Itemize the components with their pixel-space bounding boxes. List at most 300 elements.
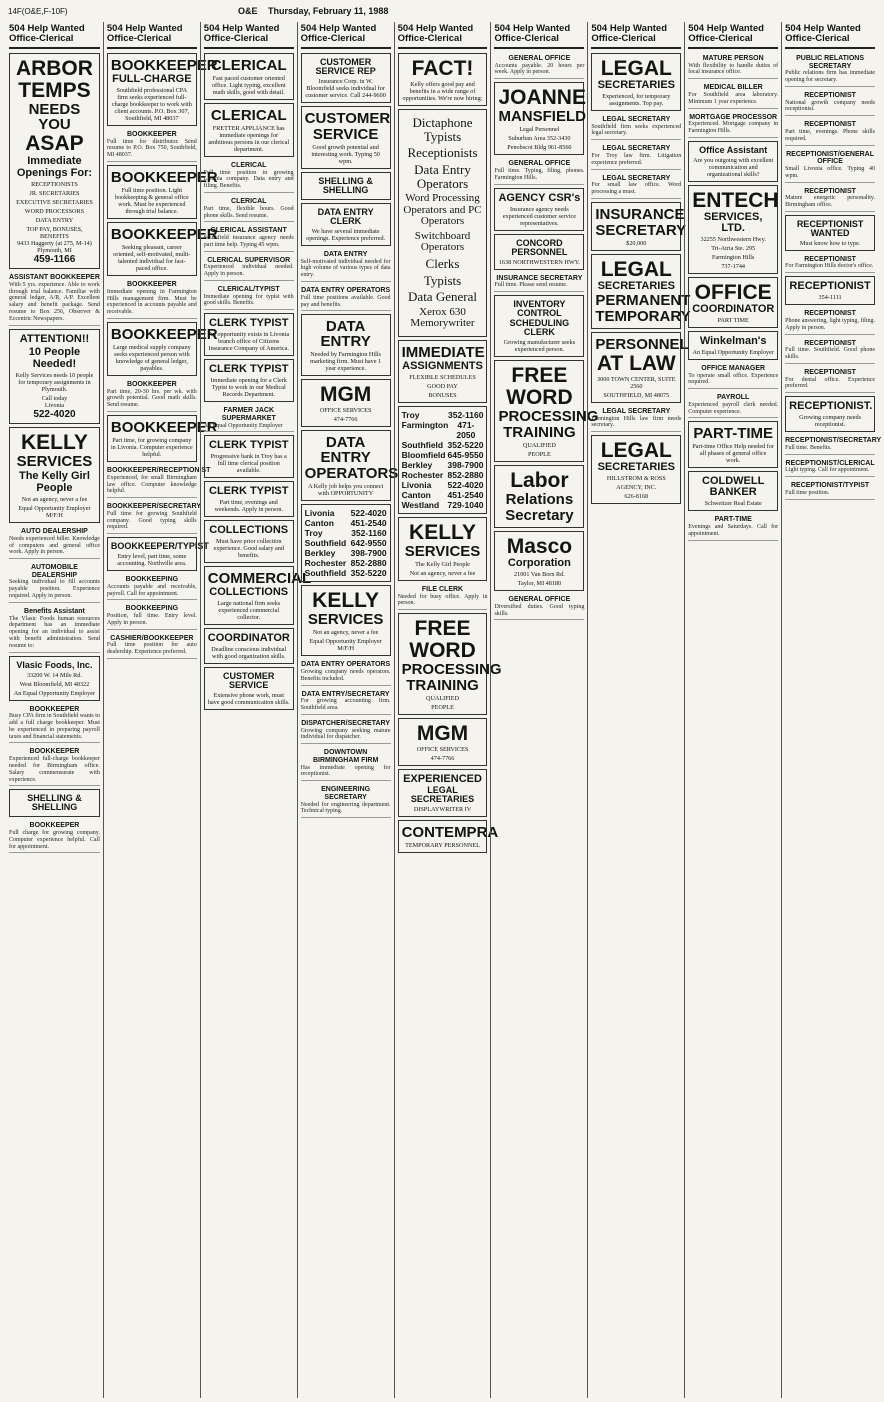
section-name: Office-Clerical — [591, 33, 656, 44]
ad-title: BOOKKEEPER — [126, 380, 177, 388]
ad-headline: BOOKKEEPER — [110, 325, 218, 343]
ad-headline: SECRETARIES — [597, 461, 675, 474]
display-ad — [688, 421, 778, 468]
ad-body: Immediate opening in Farmington Hills management firm. Must be experienced in accounts payable and receivable. — [106, 288, 197, 316]
ad-line: Insurance agency needs experienced customer service representatives. — [502, 205, 576, 227]
text-ad — [494, 158, 584, 184]
section-name: Office-Clerical — [397, 33, 462, 44]
text-ad — [204, 255, 294, 281]
ad-body: For small law office. Word processing a must. — [591, 182, 682, 196]
ad-body: Mature energetic personality. Birmingham office. — [785, 195, 876, 208]
ad-line: OFFICE SERVICES — [319, 407, 372, 415]
ad-line: Large medical supply company seeks experienced person with knowledge of general ledger, payables. — [112, 343, 191, 372]
ad-line: HILLSTROM & ROSS — [606, 475, 666, 483]
ad-title: OFFICE MANAGER — [701, 364, 766, 372]
office-city: Southfield — [401, 439, 444, 450]
classified-column — [781, 22, 882, 1398]
ad-line: QUALIFIED — [522, 442, 556, 450]
ad-title: CLERICAL ASSISTANT — [210, 227, 287, 235]
ad-address: Livonia — [44, 401, 65, 409]
ad-body: Full time position for auto dealership. Experience preferred. — [106, 642, 197, 656]
job-type: Data General — [408, 289, 477, 305]
ad-headline: DATA ENTRY — [320, 318, 371, 351]
text-ad — [688, 82, 778, 108]
ad-line: TOP PAY, BONUSES, BENEFITS — [26, 226, 83, 241]
ad-line: 474-7766 — [430, 755, 455, 763]
office-phone: 352-1160 — [351, 528, 387, 539]
ad-headline: SHELLING & SHELLING — [27, 793, 82, 813]
ad-line: QUALIFIED — [426, 695, 459, 703]
office-row — [305, 508, 387, 518]
classified-column — [587, 22, 691, 1398]
ad-body: Full charge for growing company. Computer experience helpful. Call for appointment. — [9, 829, 100, 850]
ad-headline: MANSFIELD — [498, 108, 586, 126]
ad-headline: PART-TIME — [693, 425, 774, 443]
office-phone: 522-4020 — [350, 508, 387, 519]
text-ad — [204, 405, 294, 432]
display-ad — [204, 566, 312, 625]
display-ad — [301, 314, 391, 376]
ad-body: Immediate opening for typist with good skills. Benefits. — [203, 293, 294, 307]
display-ad — [398, 53, 488, 106]
office-row — [305, 548, 387, 558]
ad-headline: SERVICES — [307, 611, 384, 629]
ad-headline: KELLY — [409, 520, 476, 544]
text-ad — [204, 196, 294, 222]
display-ad — [204, 628, 294, 664]
office-row — [402, 420, 484, 440]
ad-body: Small Livonia office. Typing 40 wpm. — [785, 165, 876, 179]
office-city: Farmington — [401, 419, 449, 430]
office-phone: 398-7900 — [447, 459, 484, 470]
ad-line: Call today — [41, 394, 68, 402]
text-ad — [785, 338, 875, 364]
ad-headline: AT LAW — [596, 351, 676, 375]
section-name: Office-Clerical — [106, 33, 172, 44]
ad-line: We have several immediate openings. Experience preferred. — [306, 228, 386, 242]
ad-body: For dental office. Experience preferred. — [785, 376, 876, 390]
ad-body: Needed for engineering department. Technical typing. — [300, 801, 391, 815]
ad-line: Entry level, part time, some accounting. Northville area. — [117, 553, 187, 568]
office-city: Rochester — [304, 558, 347, 569]
display-ad — [398, 820, 499, 853]
office-row — [402, 470, 484, 480]
display-ad — [494, 82, 584, 155]
display-ad — [301, 379, 391, 427]
section-number: 504 Help Wanted — [397, 23, 474, 34]
text-ad — [785, 90, 875, 116]
ad-title: BOOKKEEPER — [29, 705, 80, 713]
text-ad — [107, 379, 197, 412]
ad-headline: AGENCY CSR's — [498, 191, 581, 204]
ad-title: BOOKKEEPING — [125, 576, 179, 584]
office-city: Livonia — [401, 479, 432, 490]
text-ad — [688, 392, 778, 418]
ad-title: GENERAL OFFICE — [508, 55, 571, 62]
ad-headline: FULL-CHARGE — [112, 73, 192, 85]
ad-title: GENERAL OFFICE — [508, 160, 571, 168]
display-ad — [301, 430, 399, 501]
text-ad — [785, 458, 875, 477]
ad-headline: ASSIGNMENTS — [402, 359, 483, 372]
job-type: Dictaphone Typists — [412, 115, 473, 144]
office-city: Southfield — [304, 568, 347, 579]
ad-body: Growing company needs operators. Benefits included. — [300, 669, 391, 682]
ad-line: JR. SECRETARIES — [29, 190, 80, 198]
ad-title: BOOKKEEPING — [125, 605, 179, 613]
display-ad — [688, 471, 778, 511]
ad-headline: JOANNE — [498, 86, 586, 110]
ad-line: Not an agency, never a fee — [21, 496, 88, 504]
ad-subhead: The Kelly Girl People — [18, 469, 90, 494]
ad-title: RECEPTIONIST/SECRETARY — [785, 437, 882, 445]
ad-line: Experienced, for temporary assignments. Top pay. — [602, 93, 671, 107]
ad-line: FRETTER APPLIANCE has immediate openings for ambitious persons in our clerical department. — [208, 125, 290, 153]
classified-column — [490, 22, 599, 1398]
ad-headline: SHELLING & SHELLING — [318, 176, 373, 195]
ad-headline: KELLY — [312, 589, 380, 613]
ad-title: FARMER JACK SUPERMARKET — [221, 407, 276, 422]
ad-headline: PERSONNEL — [595, 335, 689, 353]
ad-body: Busy CPA firm in Southfield wants to add a full charge bookkeeper. Must be experienced in preparing payroll taxes and financial statements. — [9, 713, 100, 740]
ad-body: Full time position. — [785, 489, 830, 496]
display-ad — [107, 322, 218, 376]
display-ad — [301, 585, 391, 656]
ad-headline: COMMERCIAL — [207, 570, 312, 588]
ad-body: For Troy law firm. Litigation experience preferred. — [591, 152, 682, 166]
text-ad — [785, 119, 875, 145]
text-ad — [301, 659, 391, 685]
ad-headline: COORDINATOR — [207, 632, 290, 645]
office-phone: 522-4020 — [447, 479, 484, 490]
ad-line: Suburban Area 352-3430 — [508, 135, 571, 143]
text-ad — [688, 514, 778, 540]
ad-headline: MGM — [319, 383, 372, 407]
column-heading — [107, 22, 197, 49]
ad-body: Has immediate opening for receptionist. — [300, 764, 391, 778]
ad-line: Not an agency, never a fee — [312, 629, 379, 637]
ad-headline: CONTEMPRA — [401, 824, 499, 842]
ad-line: Seeking pleasant, career oriented, self-motivated, multi-talented individual for fast-paced office. — [113, 244, 191, 273]
ad-title: BOOKKEEPER/RECEPTIONIST — [106, 467, 211, 475]
ad-headline: CLERK TYPIST — [209, 439, 289, 452]
ad-body: Position, full time. Entry level. Apply in person. — [106, 613, 197, 626]
text-ad — [107, 279, 197, 319]
ad-body: Full time position in growing Livonia company. Data entry and filing. Benefits. — [203, 169, 294, 190]
ad-headline: LEGAL — [600, 257, 672, 281]
office-phone: 642-9550 — [350, 538, 387, 549]
text-ad — [785, 149, 875, 183]
classified-columns — [6, 22, 882, 1398]
ad-headline: CUSTOMER — [304, 110, 391, 127]
ad-body: Part time, 20-30 hrs. per wk. with growth potential. Good math skills. Send resume. — [106, 388, 197, 409]
office-phone: 852-2880 — [447, 469, 484, 480]
text-ad — [785, 480, 875, 499]
ad-line: 21001 Van Born Rd. — [514, 571, 565, 579]
ad-line: Tri-Atria Ste. 295 — [711, 244, 756, 252]
text-ad — [9, 562, 100, 603]
office-city: Troy — [401, 409, 420, 420]
ad-headline: COORDINATOR — [692, 302, 775, 315]
ad-phone: 459-1166 — [33, 254, 76, 266]
display-ad — [107, 165, 218, 219]
ad-headline: FACT! — [411, 57, 474, 80]
display-ad — [204, 667, 294, 710]
ad-title: DISPATCHER/SECRETARY — [301, 719, 391, 727]
ad-headline: NEEDS YOU — [28, 101, 81, 133]
ad-headline: CLERICAL — [210, 107, 287, 124]
text-ad — [107, 603, 197, 629]
text-ad — [106, 501, 202, 534]
ad-line: RECEPTIONISTS — [31, 181, 78, 189]
ad-line: Kelly offers good pay and benefits in a wide range of opportunities. We're now hiring: — [402, 81, 483, 102]
display-ad — [204, 481, 294, 517]
ad-body: Full time. Benefits. — [785, 444, 832, 451]
ad-line: Are you outgoing with excellent communication and organizational skills? — [693, 156, 774, 178]
column-heading — [494, 22, 584, 49]
ad-headline: KELLY — [20, 430, 88, 454]
column-heading — [688, 22, 778, 49]
ad-headline: SECRETARIES — [597, 79, 675, 91]
office-city: Troy — [304, 528, 323, 539]
ad-line: Must know how to type. — [799, 239, 861, 247]
text-ad — [688, 53, 778, 79]
ad-address: 9433 Haggerty (at 275, M-14) Plymouth, MI — [17, 240, 92, 255]
ad-headline: ASAP — [25, 132, 84, 155]
ad-title: MEDICAL BILLER — [703, 84, 763, 92]
ad-title: CLERICAL SUPERVISOR — [207, 256, 291, 264]
office-phone: 352-5220 — [350, 568, 387, 579]
text-ad — [494, 594, 584, 620]
display-ad — [107, 53, 218, 126]
ad-body: Evenings and Saturdays. Call for appointment. — [688, 524, 779, 537]
ad-line: WORD PROCESSORS — [24, 208, 85, 216]
display-ad — [301, 53, 391, 103]
text-ad — [591, 143, 681, 169]
ad-title: CASHIER/BOOKKEEPER — [110, 634, 194, 642]
ad-body: An Equal Opportunity Employer — [203, 422, 283, 429]
display-ad — [107, 537, 209, 571]
display-ad — [591, 435, 681, 504]
office-row — [305, 528, 387, 538]
office-row — [402, 500, 484, 510]
ad-subhead: Immediate Openings For: — [16, 155, 93, 180]
ad-title: MORTGAGE PROCESSOR — [689, 113, 778, 121]
ad-line: An Equal Opportunity Employer — [692, 348, 774, 356]
section-number: 504 Help Wanted — [785, 23, 861, 34]
text-ad — [785, 254, 875, 273]
ad-body: National growth company needs receptionist. — [785, 99, 876, 113]
ad-body: With 5 yrs. experience. Able to work through trial balance. Familiar with general ledger, A/R, A/P. Excellent salary and benefit package. Send resume to Box 256, Observer & Eccentric Newspapers. — [9, 281, 100, 322]
office-phone: 451-2540 — [447, 489, 484, 500]
ad-headline: CLERK TYPIST — [209, 317, 289, 330]
ad-title: DATA ENTRY OPERATORS — [301, 287, 391, 295]
ad-title: INSURANCE SECRETARY — [496, 274, 583, 282]
ad-headline: COLLECTIONS — [209, 586, 289, 599]
ad-headline: Relations — [505, 491, 574, 509]
office-phone: 729-1040 — [447, 499, 484, 510]
office-phone: 451-2540 — [350, 518, 387, 529]
ad-line: Penobscot Bldg 961-8560 — [507, 144, 572, 152]
ad-headline: COLLECTIONS — [209, 524, 289, 537]
column-heading — [398, 22, 488, 49]
ad-title: AUTO DEALERSHIP — [21, 528, 88, 536]
column-heading — [9, 22, 100, 49]
section-name: Office-Clerical — [203, 33, 269, 44]
office-row — [305, 538, 387, 548]
ad-line: Farmington Hills — [711, 253, 755, 261]
ad-line: Progressive bank in Troy has a full time clerical position available. — [210, 453, 287, 475]
section-name: Office-Clerical — [688, 33, 753, 44]
ad-body: Southfield insurance agency needs part time help. Typing 45 wpm. — [203, 235, 294, 248]
ad-title: LEGAL SECRETARY — [602, 174, 671, 182]
display-ad — [494, 531, 584, 591]
ad-line: Southfield professional CPA firm seeks experienced full-charge bookkeeper to work with client accounts. P.O. Box 307, Southfield, MI 48037 — [111, 87, 192, 122]
ad-body: With flexibility to handle duties of local insurance office. — [688, 62, 779, 76]
section-number: 504 Help Wanted — [494, 23, 571, 34]
display-ad — [494, 188, 584, 231]
ad-body: Light typing. Call for appointment. — [785, 467, 870, 474]
ad-headline: DATA ENTRY — [320, 434, 371, 467]
ad-body: Experienced individual needed. Apply in person. — [203, 264, 294, 278]
display-ad — [204, 103, 294, 157]
display-ad — [688, 141, 778, 182]
ad-title: BOOKKEEPER — [29, 822, 80, 830]
section-number: 504 Help Wanted — [688, 23, 764, 34]
text-ad — [204, 284, 294, 310]
ad-headline: CLERK TYPIST — [209, 363, 289, 376]
ad-body: Full time for growing Southfield company. Good typing skills required. — [106, 510, 197, 531]
office-list — [398, 406, 488, 514]
text-ad — [9, 606, 100, 653]
classified-column — [200, 22, 312, 1398]
ad-headline: RECEPTIONIST WANTED — [796, 218, 864, 238]
section-name: Office-Clerical — [785, 33, 850, 44]
ad-body: To operate small office. Experience required. — [688, 372, 779, 386]
text-ad — [204, 160, 294, 193]
display-ad — [9, 53, 100, 269]
ad-line: Good growth potential and interesting work. Typing 50 wpm. — [311, 144, 380, 165]
ad-headline: SERVICES — [16, 452, 93, 470]
display-ad — [204, 359, 294, 402]
ad-line: Growing manufacturer seeks experienced person. — [503, 339, 576, 354]
section-number: 504 Help Wanted — [591, 23, 668, 34]
ad-title: RECEPTIONIST/CLERICAL — [785, 459, 875, 467]
display-ad — [591, 53, 681, 111]
display-ad — [301, 106, 391, 169]
ad-title: RECEPTIONIST/GENERAL OFFICE — [786, 150, 875, 166]
office-phone: 471-2050 — [456, 419, 476, 440]
ad-title: BOOKKEEPER — [126, 131, 177, 138]
section-name: Office-Clerical — [300, 33, 366, 44]
ad-headline: OPERATORS — [304, 465, 399, 483]
ad-title: RECEPTIONIST — [804, 368, 856, 376]
display-ad — [301, 203, 391, 246]
ad-title: DATA ENTRY OPERATORS — [301, 661, 391, 669]
display-ad — [591, 202, 687, 251]
ad-body: Experienced. Mortgage company in Farmington Hills. — [688, 121, 779, 135]
ad-line: Must have prior collection experience. Good salary and benefits. — [213, 538, 284, 560]
ad-body: Full time. Typing, filing, phones. Farmington Hills. — [494, 167, 585, 181]
office-city: Bloomfield — [401, 449, 446, 460]
display-ad — [688, 185, 778, 274]
ad-line: DISPLAYWRITER IV — [413, 806, 472, 814]
text-ad — [591, 406, 681, 432]
ad-headline: LEGAL — [600, 57, 672, 80]
office-phone: 352-5220 — [447, 439, 484, 450]
ad-headline: SECRETARIES — [597, 279, 675, 292]
display-ad — [301, 172, 391, 200]
ad-line: GOOD PAY — [427, 382, 458, 390]
ad-line: PEOPLE — [431, 704, 454, 712]
ad-line: FLEXIBLE SCHEDULES — [409, 373, 476, 381]
ad-headline: TRAINING — [406, 677, 479, 695]
ad-line: A Kelly job helps you connect with OPPORTUNITY — [308, 483, 384, 498]
ad-body: Full time for distributor. Send resume to P.O. Box 750, Southfield, MI 48037. — [106, 138, 197, 159]
ad-line: Growing company needs receptionist. — [799, 414, 861, 429]
ad-line: Equal Opportunity Employer M/F/H — [18, 505, 91, 520]
ad-headline: CUSTOMER SERVICE — [223, 671, 275, 691]
text-ad — [494, 53, 584, 79]
display-ad — [494, 465, 584, 528]
ad-body: Experienced full-charge bookkeeper needed for Birmingham office. Salary commensurate with experience. — [9, 756, 100, 783]
ad-line: 474-7766 — [333, 416, 358, 424]
display-ad — [204, 313, 294, 356]
display-ad — [591, 254, 691, 329]
office-city: Southfield — [304, 538, 347, 549]
ad-title: RECEPTIONIST — [804, 91, 856, 99]
ad-headline: WORD — [506, 386, 573, 410]
ad-headline: BOOKKEEPER — [110, 226, 218, 244]
text-ad — [9, 820, 100, 853]
ad-line: 1638 NORTHWESTERN HWY. — [498, 258, 580, 266]
ad-headline: Office Assistant — [699, 144, 768, 155]
ad-line: Equal Opportunity Employer M/F/H — [309, 638, 382, 653]
classified-column — [684, 22, 781, 1398]
ad-headline: PROCESSING — [498, 408, 599, 426]
display-ad — [688, 277, 778, 328]
office-city: Westland — [401, 499, 440, 510]
ad-body: Self-motivated individual needed for high volume of various types of data entry. — [300, 258, 391, 279]
ad-line: Immediate opening for a Clerk Typist to work in our Medical Records Department. — [210, 377, 287, 399]
ad-line: Legal Personnel — [519, 126, 560, 134]
office-city: Canton — [401, 489, 431, 500]
ad-headline: SECRETARY — [595, 221, 687, 239]
ad-title: GENERAL OFFICE — [508, 596, 571, 604]
ad-title: LEGAL SECRETARY — [602, 407, 671, 415]
ad-body: Southfield firm seeks experienced legal secretary. — [591, 123, 682, 137]
job-type: Data Entry Operators — [414, 161, 471, 191]
job-type: Word Processing Operators and PC Operators — [403, 192, 482, 228]
ad-headline: COLDWELL BANKER — [702, 475, 765, 499]
text-ad — [301, 784, 391, 818]
ad-body: Needs experienced biller. Knowledge of computers and general office work. Apply in person. — [9, 535, 100, 556]
ad-line: 32255 Northwestern Hwy. — [700, 235, 766, 243]
display-ad — [204, 435, 294, 478]
section-name: Office-Clerical — [494, 33, 559, 44]
display-ad — [785, 215, 875, 251]
ad-title: PAYROLL — [717, 394, 750, 402]
ad-body: Experienced, for small Birmingham law office. Computer knowledge helpful. — [106, 474, 197, 495]
text-ad — [9, 272, 100, 325]
text-ad — [591, 173, 681, 199]
ad-line: West Bloomfield, MI 48322 — [19, 680, 90, 688]
ad-headline: INSURANCE — [595, 205, 685, 223]
ad-title: RECEPTIONIST — [804, 187, 856, 195]
ad-headline: EXPERIENCED — [403, 773, 482, 786]
ad-line: Kelly Services needs 10 people for temporary assignments in Plymouth. — [15, 371, 94, 393]
ad-headline: PROCESSING — [401, 661, 502, 679]
